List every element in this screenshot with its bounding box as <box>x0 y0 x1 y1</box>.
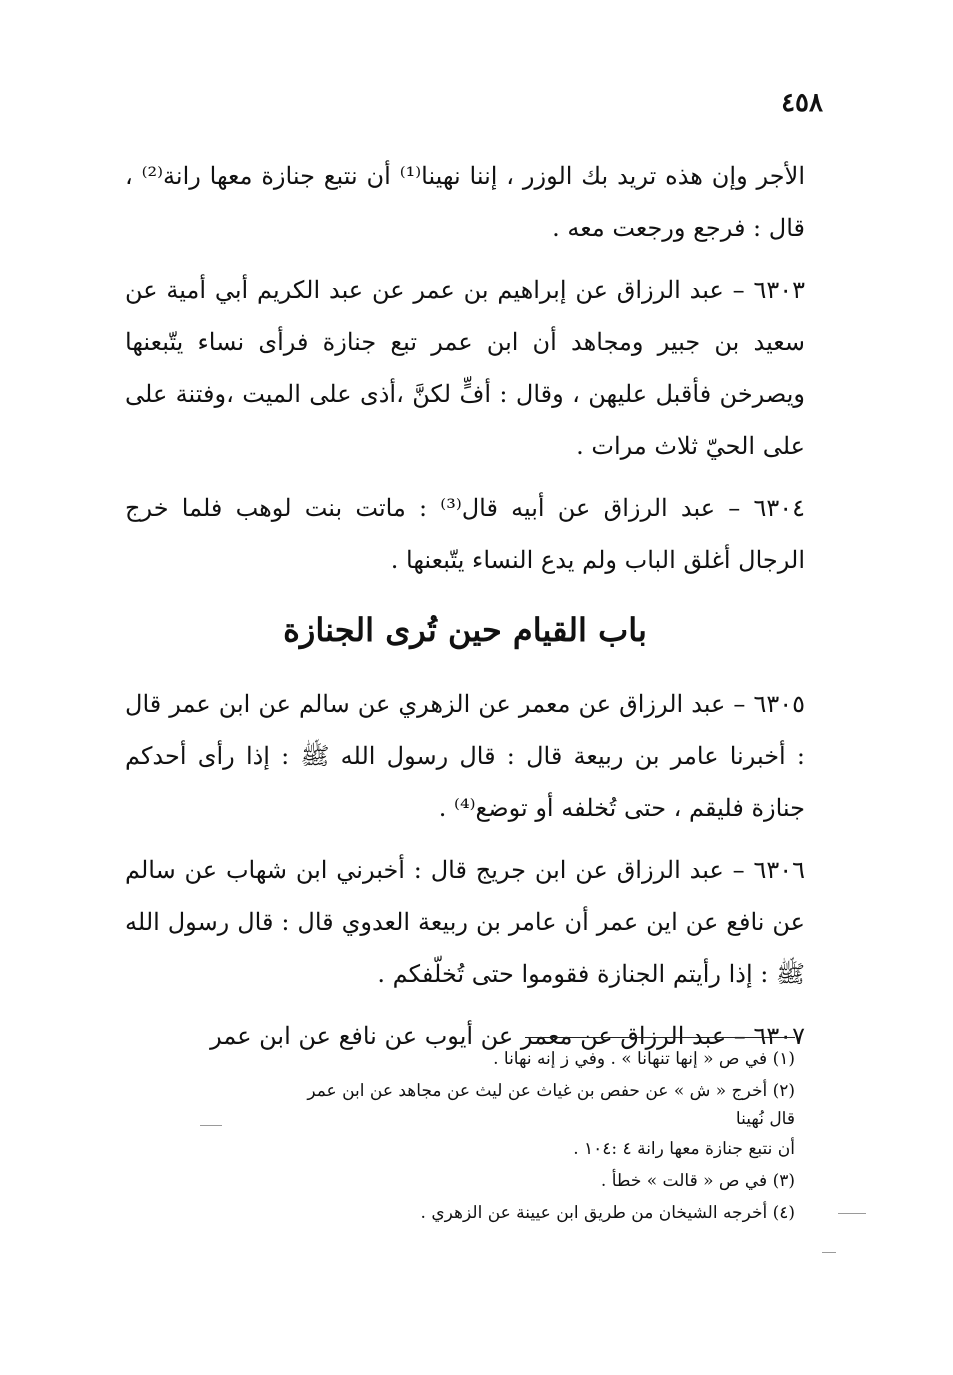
page-number: ٤٥٨ <box>781 88 823 118</box>
footnote-2-continuation: أن نتبع جنازة معها رانة ٤ :١٠٤ . <box>573 1139 795 1159</box>
hadith-6307: ٦٣٠٧ – عبد الرزاق عن معمر عن أيوب عن نافع عن ابن عمر <box>210 1022 805 1050</box>
main-text <box>125 150 805 1072</box>
hadith-6304: ٦٣٠٤ – عبد الرزاق عن أبيه قال⁽³⁾ : ماتت بنت لوهب فلما خرج الرجال أغلق الباب ولم يدع النساء يتّبعنها . <box>125 494 805 574</box>
paragraph-continuation: الأجر وإن هذه تريد بك الوزر ، إننا نهينا⁽¹⁾ أن نتبع جنازة معها رانة⁽²⁾ ، قال : فرجع ورجعت معه . <box>125 162 805 242</box>
hadith-6305: ٦٣٠٥ – عبد الرزاق عن معمر عن الزهري عن سالم عن ابن عمر قال : أخبرنا عامر بن ربيعة قال : قال رسول الله ﷺ : إذا رأى أحدكم جنازة فليقم ، حتى تُخلفه أو توضع⁽⁴⁾ . <box>125 690 805 822</box>
chapter-heading: باب القيام حين تُرى الجنازة <box>283 611 647 649</box>
footnote-divider <box>525 1037 795 1038</box>
footnote-2: (٢) أخرج « ش » عن حفص بن غياث عن ليث عن مجاهد عن ابن عمر قال نُهينا <box>307 1081 795 1129</box>
scan-speck <box>200 1125 222 1126</box>
scan-speck <box>838 1213 866 1214</box>
footnote-1: (١) في ص « إنها تنهانا » . وفي ز إنه نهانا . <box>493 1049 795 1069</box>
hadith-6306: ٦٣٠٦ – عبد الرزاق عن ابن جريج قال : أخبرني ابن شهاب عن سالم عن نافع عن اين عمر أن عامر بن ربيعة العدوي قال : قال رسول الله ﷺ : إذا رأيتم الجنازة فقوموا حتى تُخلّفكم . <box>125 856 805 988</box>
footnotes <box>300 1045 795 1231</box>
footnote-3: (٣) في ص « قالت » خطأ . <box>600 1171 795 1191</box>
hadith-6303: ٦٣٠٣ – عبد الرزاق عن إبراهيم بن عمر عن عبد الكريم أبي أمية عن سعيد بن جبير ومجاهد أن ابن عمر تبع جنازة فرأى نساء يتّبعنها ويصرخن فأقبل عليهن ، وقال : أفٍّ لكنَّ ،أذى على الميت ،وفتنة على على الحيّ ثلاث مرات . <box>125 276 805 460</box>
footnote-4: (٤) أخرجه الشيخان من طريق ابن عيينة عن الزهري . <box>420 1203 795 1223</box>
scan-speck <box>822 1252 836 1253</box>
